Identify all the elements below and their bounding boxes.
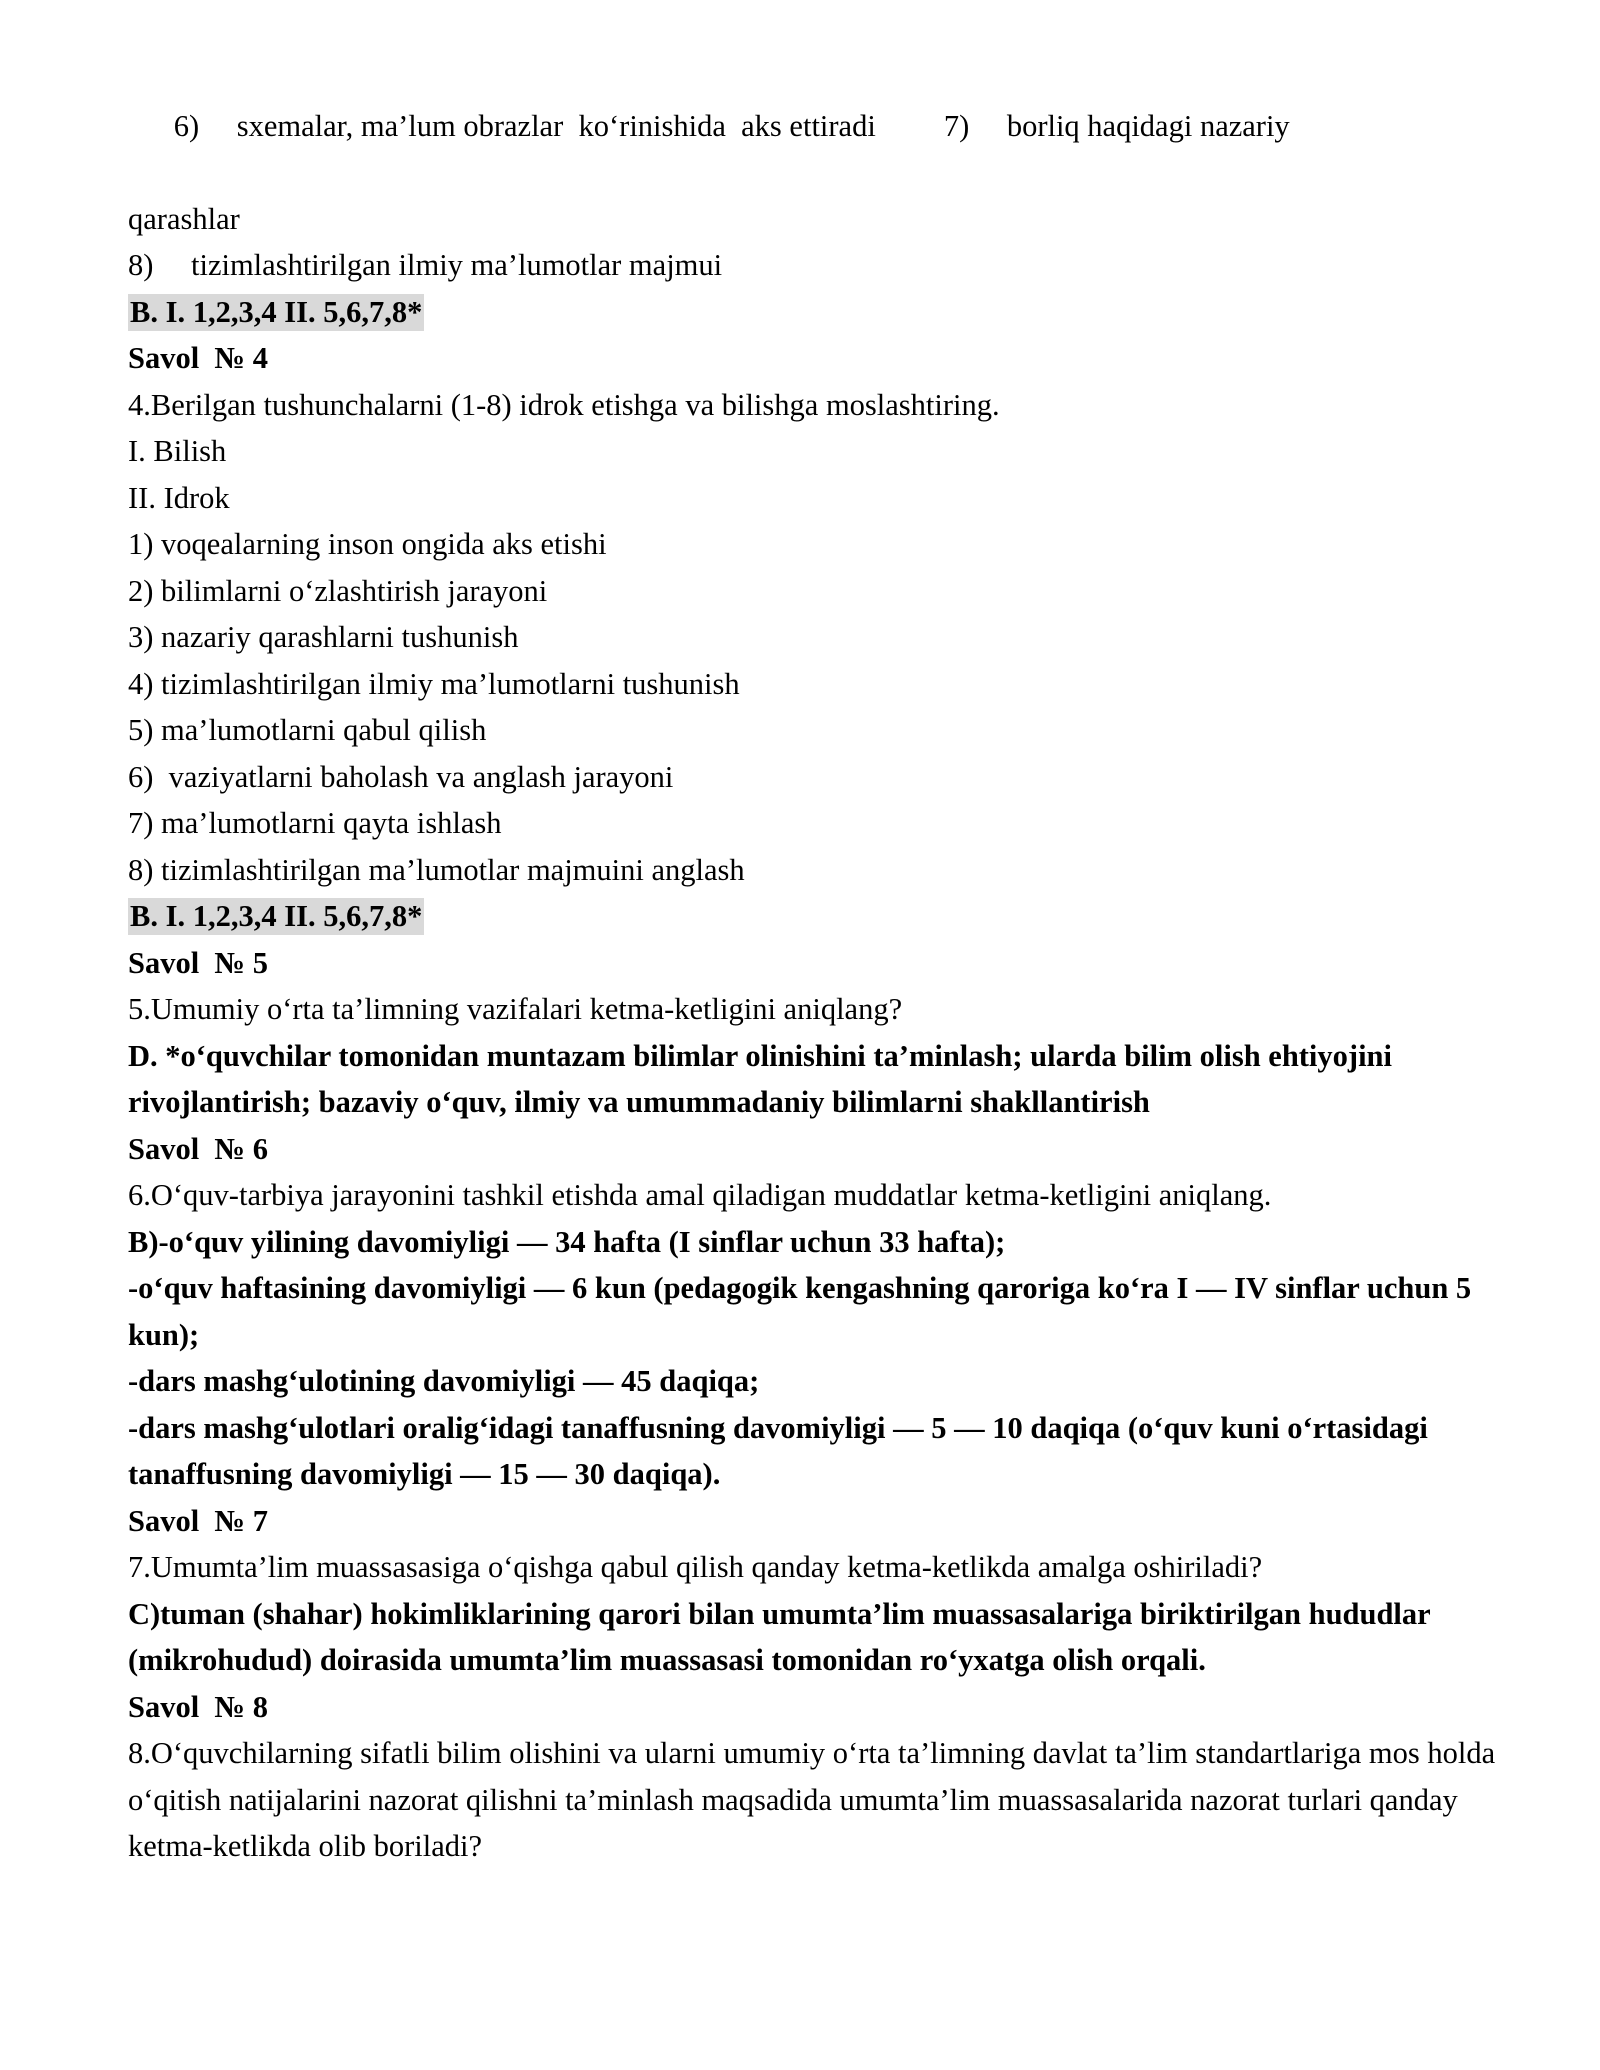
question3-option-6-and-7-line xyxy=(128,56,1520,196)
question4-item-3: 3) nazariy qarashlarni tushunish xyxy=(128,620,519,654)
option-8-number: 8) xyxy=(128,248,154,282)
question4-item-8: 8) tizimlashtirilgan ma’lumotlar majmuini anglash xyxy=(128,852,745,887)
option-7-continuation: qarashlar xyxy=(128,201,240,236)
question3-option-8-line xyxy=(128,242,1520,289)
answer-text: B. I. 1,2,3,4 II. 5,6,7,8* xyxy=(130,899,423,933)
question4-item-1: 1) voqealarning inson ongida aks etishi xyxy=(128,527,607,561)
question4-group-1: I. Bilish xyxy=(128,434,227,468)
document-body xyxy=(128,56,1520,1870)
question4-item-4: 4) tizimlashtirilgan ilmiy ma’lumotlarni tushunish xyxy=(128,666,740,701)
question4-prompt: 4.Berilgan tushunchalarni (1-8) idrok etishga va bilishga moslashtiring. xyxy=(128,387,1000,422)
question6-answer-line-4: -dars mashg‘ulotlari oralig‘idagi tanaffusning davomiyligi — 5 — 10 daqiqa (o‘quv kuni o‘rtasidagi tanaffusning davomiyligi — 15 — 30 daqiqa). xyxy=(128,1410,1436,1491)
question6-answer-line-1: B)-o‘quv yilining davomiyligi — 34 hafta (I sinflar uchun 33 hafta); xyxy=(128,1224,1006,1259)
question3-answer-highlighted xyxy=(128,289,1520,336)
question8-prompt: 8.O‘quvchilarning sifatli bilim olishini va ularni umumiy o‘rta ta’limning davlat ta’lim standartlariga mos holda o‘qitish natijalarini nazorat qilishni ta’minlash maqsadida umumta’lim muassasalarida nazorat turlari qanday ketma-ketlikda olib boriladi? xyxy=(128,1736,1503,1863)
question4-item-5: 5) ma’lumotlarni qabul qilish xyxy=(128,713,487,747)
question4-group-2: II. Idrok xyxy=(128,480,230,515)
question4-heading: Savol № 4 xyxy=(128,341,268,375)
option-7-group xyxy=(944,103,1290,150)
option-8-text: tizimlashtirilgan ilmiy ma’lumotlar majmui xyxy=(191,248,723,282)
question6-heading: Savol № 6 xyxy=(128,1131,268,1166)
option-6-group xyxy=(174,103,876,150)
question8-heading: Savol № 8 xyxy=(128,1689,268,1724)
answer-text: B. I. 1,2,3,4 II. 5,6,7,8* xyxy=(130,294,423,329)
question5-prompt: 5.Umumiy o‘rta ta’limning vazifalari ketma-ketligini aniqlang? xyxy=(128,992,903,1026)
option-6-number: 6) xyxy=(173,108,200,143)
question6-prompt: 6.O‘quv-tarbiya jarayonini tashkil etishda amal qiladigan muddatlar ketma-ketligini aniqlang. xyxy=(128,1178,1272,1212)
question6-answer-line-2: -o‘quv haftasining davomiyligi — 6 kun (pedagogik kengashning qaroriga ko‘ra I — IV sinflar uchun 5 kun); xyxy=(128,1271,1479,1352)
question7-answer: C)tuman (shahar) hokimliklarining qarori bilan umumta’lim muassasalariga biriktirilgan hududlar (mikrohudud) doirasida umumta’lim muassasasi tomonidan ro‘yxatga olish orqali. xyxy=(128,1596,1438,1677)
option-7-number: 7) xyxy=(943,108,970,143)
option-6-text: sxemalar, ma’lum obrazlar ko‘rinishida aks ettiradi xyxy=(236,108,876,143)
question4-answer-highlighted xyxy=(128,893,1520,940)
question7-heading: Savol № 7 xyxy=(128,1503,268,1538)
question4-item-6: 6) vaziyatlarni baholash va anglash jarayoni xyxy=(128,759,674,794)
question4-item-2: 2) bilimlarni o‘zlashtirish jarayoni xyxy=(128,573,548,608)
option-7-text: borliq haqidagi nazariy xyxy=(1006,108,1290,143)
question5-heading: Savol № 5 xyxy=(128,945,268,980)
question7-prompt: 7.Umumta’lim muassasasiga o‘qishga qabul qilish qanday ketma-ketlikda amalga oshiriladi? xyxy=(128,1550,1263,1584)
question4-item-7: 7) ma’lumotlarni qayta ishlash xyxy=(128,806,502,840)
question5-answer: D. *o‘quvchilar tomonidan muntazam bilimlar olinishini ta’minlash; ularda bilim olish ehtiyojini rivojlantirish; bazaviy o‘quv, ilmiy va umummadaniy bilimlarni shakllantirish xyxy=(128,1038,1400,1119)
question6-answer-line-3: -dars mashg‘ulotining davomiyligi — 45 daqiqa; xyxy=(128,1364,760,1398)
